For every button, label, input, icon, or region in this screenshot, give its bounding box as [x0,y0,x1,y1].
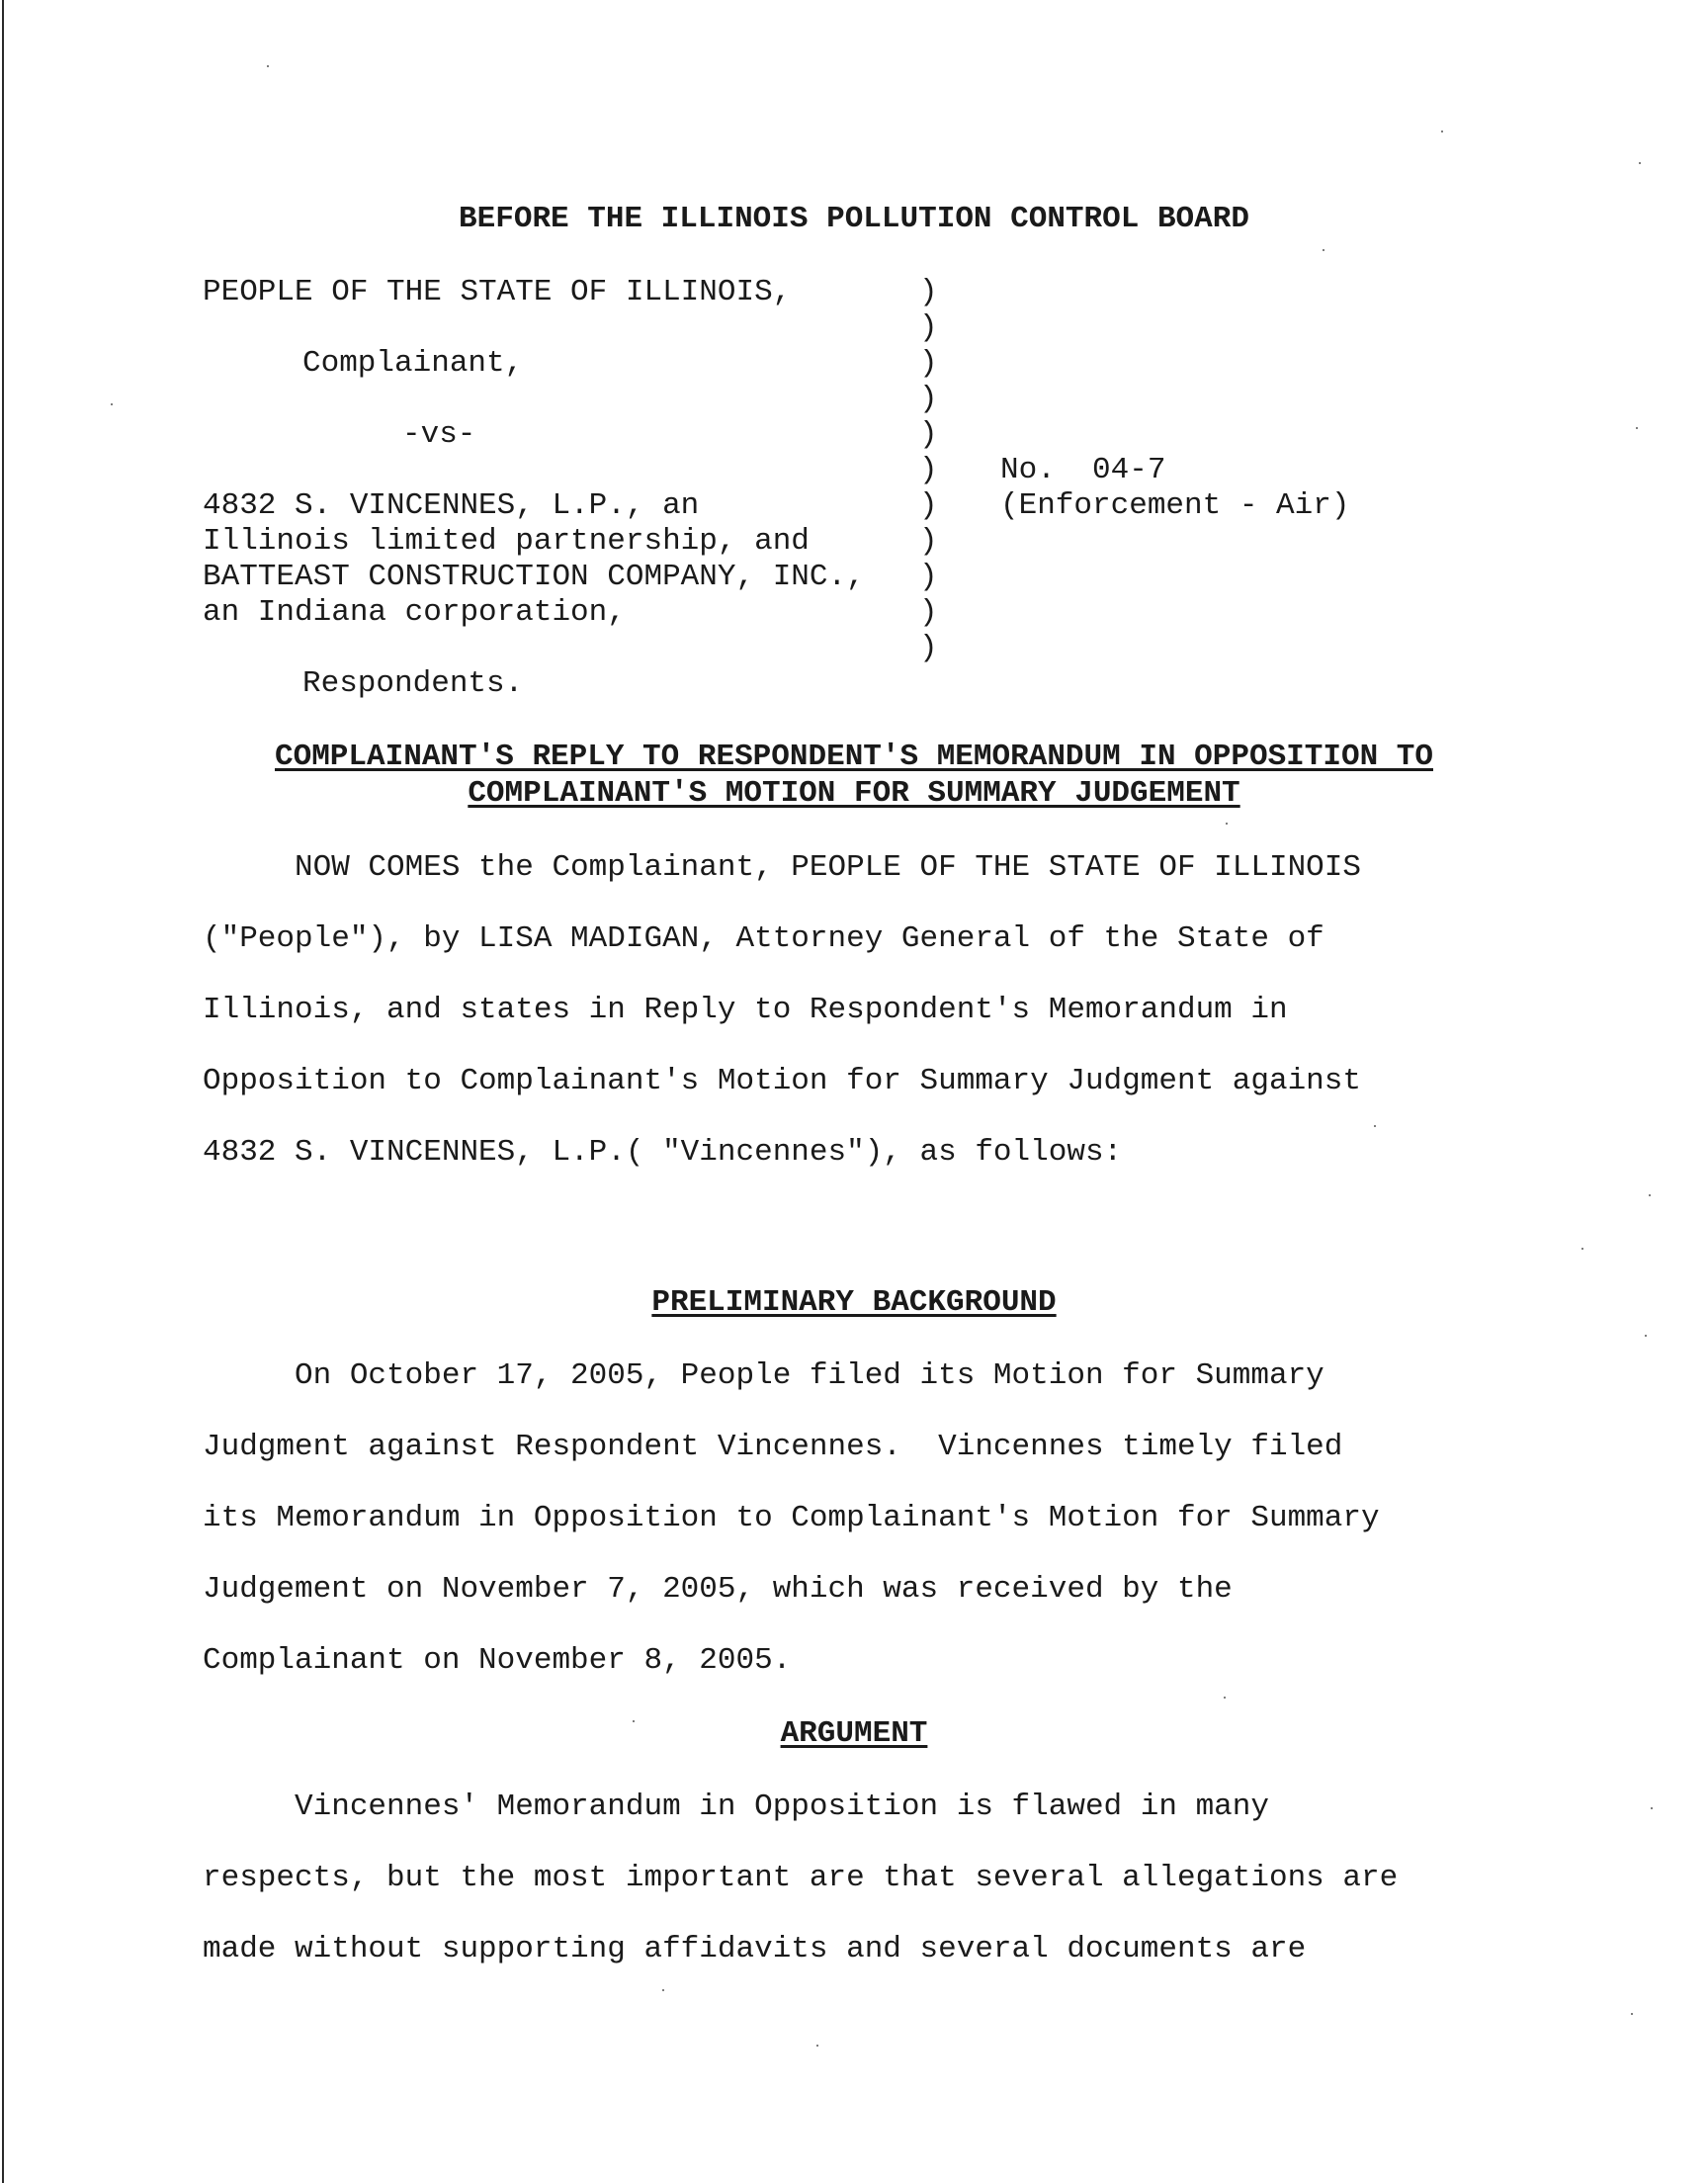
caption-plaintiff: PEOPLE OF THE STATE OF ILLINOIS, [203,275,792,309]
argument-line: Vincennes' Memorandum in Opposition is flawed in many [203,1790,1269,1824]
scan-speck [1649,1194,1651,1196]
scan-speck [111,403,113,405]
section-heading-background: PRELIMINARY BACKGROUND [651,1285,1057,1320]
caption-paren: ) [919,631,938,665]
case-number: No. 04-7 [1000,453,1166,487]
intro-line: NOW COMES the Complainant, PEOPLE OF THE STATE OF ILLINOIS [203,850,1361,885]
scan-speck [1651,1807,1653,1809]
caption-paren: ) [919,453,938,487]
document-title-line-1: COMPLAINANT'S REPLY TO RESPONDENT'S MEMORANDUM IN OPPOSITION TO [275,740,1433,774]
case-type: (Enforcement - Air) [1000,488,1350,523]
scan-speck [633,1720,635,1722]
scan-speck [1224,1697,1226,1699]
caption-defendant-role: Respondents. [302,666,524,701]
section-heading-argument: ARGUMENT [780,1716,928,1751]
caption-defendant-line: an Indiana corporation, [203,595,626,630]
scan-speck [1631,2013,1633,2015]
caption-paren: ) [919,595,938,630]
scan-speck [1639,162,1641,164]
scan-edge-line [2,0,4,2183]
board-title: BEFORE THE ILLINOIS POLLUTION CONTROL BOARD [459,202,1249,236]
caption-versus: -vs- [402,417,476,452]
intro-line: Opposition to Complainant's Motion for Summary Judgment against [203,1064,1361,1098]
caption-paren: ) [919,310,938,345]
intro-line: ("People"), by LISA MADIGAN, Attorney General of the State of [203,921,1324,956]
scan-speck [662,1989,664,1991]
scan-speck [1374,1125,1376,1127]
scan-speck [816,2045,818,2047]
scan-speck [267,65,269,67]
scan-speck [1636,427,1638,429]
scan-speck [1645,1335,1647,1337]
caption-paren: ) [919,488,938,523]
scan-speck [1441,131,1443,132]
caption-paren: ) [919,346,938,381]
background-line: Complainant on November 8, 2005. [203,1643,792,1678]
caption-paren: ) [919,417,938,452]
caption-paren: ) [919,560,938,594]
caption-paren: ) [919,382,938,416]
caption-paren: ) [919,524,938,559]
intro-line: Illinois, and states in Reply to Respondent's Memorandum in [203,993,1288,1027]
scan-speck [1323,249,1324,251]
scan-speck [1581,1248,1583,1250]
argument-line: respects, but the most important are that several allegations are [203,1861,1399,1895]
background-line: Judgment against Respondent Vincennes. Vincennes timely filed [203,1430,1343,1464]
background-line: On October 17, 2005, People filed its Motion for Summary [203,1358,1324,1393]
scan-speck [1226,823,1228,825]
background-line: its Memorandum in Opposition to Complainant's Motion for Summary [203,1501,1380,1535]
caption-defendant-line: Illinois limited partnership, and [203,524,810,559]
intro-line: 4832 S. VINCENNES, L.P.( "Vincennes"), as follows: [203,1135,1123,1170]
caption-paren: ) [919,275,938,309]
caption-defendant-line: 4832 S. VINCENNES, L.P., an [203,488,700,523]
argument-line: made without supporting affidavits and several documents are [203,1932,1307,1966]
document-title-line-2: COMPLAINANT'S MOTION FOR SUMMARY JUDGEMENT [468,776,1240,811]
background-line: Judgement on November 7, 2005, which was received by the [203,1572,1233,1607]
caption-plaintiff-role: Complainant, [302,346,524,381]
caption-defendant-line: BATTEAST CONSTRUCTION COMPANY, INC., [203,560,865,594]
